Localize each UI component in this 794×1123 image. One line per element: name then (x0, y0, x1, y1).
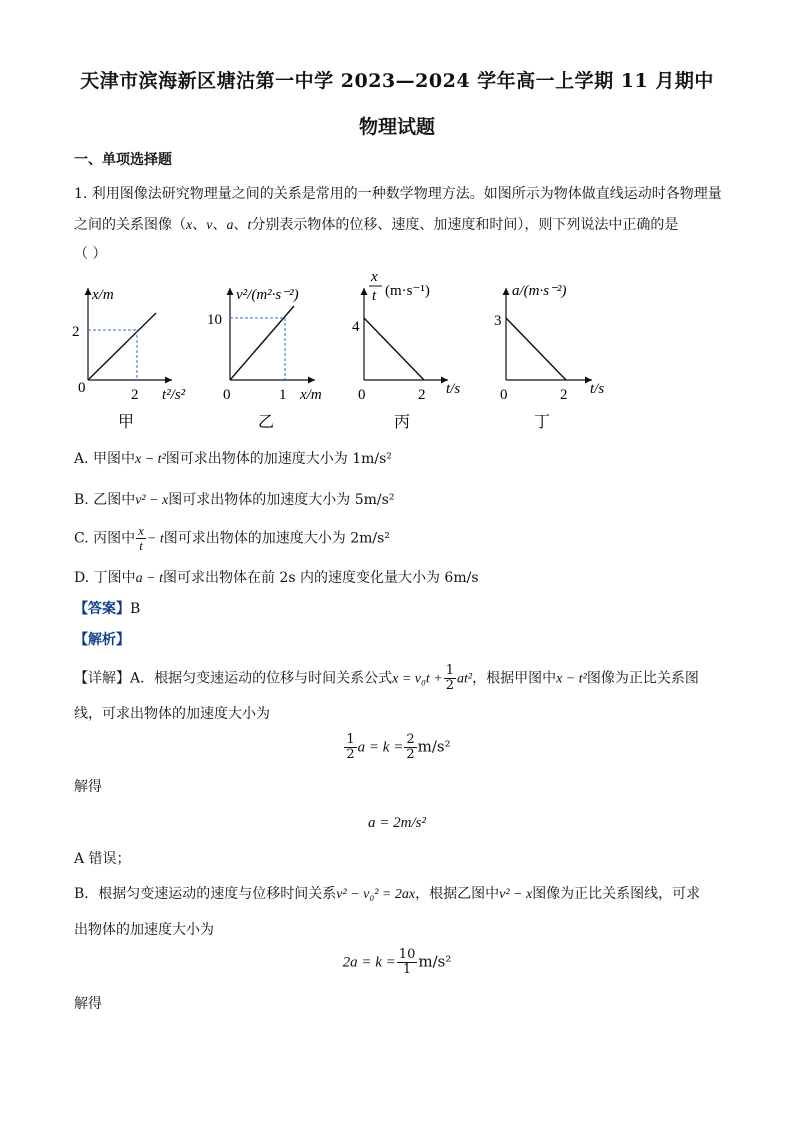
graph-caption: 丙 (394, 414, 411, 431)
analysis-heading: 【解析】 (74, 632, 130, 648)
origin-label: 0 (78, 380, 86, 396)
x-tick: 2 (418, 387, 426, 403)
option-a[interactable]: A. 甲图中x − t²图可求出物体的加速度大小为 1m/s² (74, 451, 392, 467)
paper-title: 天津市滨海新区塘沽第一中学 2023—2024 学年高一上学期 11 月期中 (80, 70, 714, 92)
fraction: $\frac{x}{t}$ (138, 523, 144, 553)
sep: 、 (233, 217, 248, 233)
solve-label-1: 解得 (74, 779, 102, 795)
equation-b1: 2a = k = $\frac{10}{1}$ m/s² (342, 947, 452, 977)
equation-a2: a = 2m/s² (368, 815, 426, 831)
answer-tag: 【答案】 (74, 601, 130, 617)
graph-caption: 丁 (534, 414, 551, 431)
equation-a1: $\frac{1}{2}$ a = k = $\frac{2}{2}$ m/s² (346, 732, 451, 762)
var-a: a (226, 218, 234, 233)
x-axis-label: t/s (590, 381, 605, 397)
option-d[interactable]: D. 丁图中a − t图可求出物体在前 2s 内的速度变化量大小为 6m/s (74, 570, 479, 586)
origin-label: 0 (358, 387, 366, 403)
y-tick: 3 (494, 313, 502, 329)
var-x: x (186, 218, 193, 233)
y-axis-label: a/(m·s⁻²) (512, 283, 567, 299)
x-tick: 2 (131, 387, 139, 403)
x-tick: 2 (560, 387, 568, 403)
x-axis-label: x/m (300, 387, 322, 403)
var-t: t (247, 218, 252, 233)
question-stem-line2 (74, 214, 678, 234)
graph-caption: 乙 (258, 414, 275, 431)
graph-caption: 甲 (118, 414, 135, 431)
stem-text-b: 分别表示物体的位移、速度、加速度和时间），则下列说法中正确的是 (251, 217, 679, 233)
data-line (230, 306, 294, 380)
option-c[interactable]: C. 丙图中 $\frac{x}{t}$ − t图可求出物体的加速度大小为 2m/s² (74, 523, 390, 553)
detail-a-conclusion: A 错误； (74, 851, 131, 867)
y-axis-label-num: x (371, 269, 378, 285)
x-tick: 1 (279, 387, 287, 403)
graph-bing (352, 269, 460, 431)
y-axis-label-unit: (m·s⁻¹) (385, 283, 430, 299)
fraction: $\frac{1}{2}$ (445, 663, 454, 693)
graph-yi (207, 287, 322, 431)
y-tick: 4 (352, 319, 360, 335)
data-line (88, 313, 156, 380)
sep: 、 (212, 217, 227, 233)
section-heading: 一、单项选择题 (74, 152, 172, 168)
answer-line (74, 598, 140, 618)
origin-label: 0 (500, 387, 508, 403)
stem-text-a: 之间的关系图像（ (74, 217, 186, 233)
option-b[interactable]: B. 乙图中v² − x图可求出物体的加速度大小为 5m/s² (74, 492, 395, 508)
sep: 、 (192, 217, 207, 233)
var-v: v (206, 218, 213, 233)
paper-subtitle: 物理试题 (358, 116, 435, 138)
detail-a-line1: 【详解】A．根据匀变速运动的位移与时间关系公式x = v₀t + $\frac{1}{2}$ at²，根据甲图中x − t²图像为正比关系图 (74, 663, 699, 693)
y-tick: 10 (207, 312, 222, 328)
data-line (506, 318, 566, 380)
question-stem-line1: 1. 利用图像法研究物理量之间的关系是常用的一种数学物理方法。如图所示为物体做直线运动时各物理量 (74, 186, 722, 202)
y-axis-label-den: t (372, 288, 377, 304)
answer-value: B (130, 601, 141, 617)
detail-a-line2: 线，可求出物体的加速度大小为 (74, 706, 270, 722)
detail-b-line2: 出物体的加速度大小为 (74, 922, 214, 938)
solve-label-2: 解得 (74, 996, 102, 1012)
graph-ding (494, 283, 604, 431)
y-axis-label: v²/(m²·s⁻²) (236, 287, 299, 303)
data-line (364, 318, 424, 380)
x-axis-label: t/s (446, 381, 461, 397)
y-axis-label: x/m (92, 287, 114, 303)
x-axis-label: t²/s² (162, 387, 186, 403)
motion-graphs (60, 268, 660, 440)
detail-b-line1: B．根据匀变速运动的速度与位移时间关系v² − v₀² = 2ax，根据乙图中v² − x图像为正比关系图线，可求 (74, 886, 701, 902)
answer-blank: （ ） (74, 246, 107, 262)
origin-label: 0 (223, 387, 231, 403)
y-tick: 2 (72, 324, 80, 340)
graph-jia (72, 287, 186, 431)
